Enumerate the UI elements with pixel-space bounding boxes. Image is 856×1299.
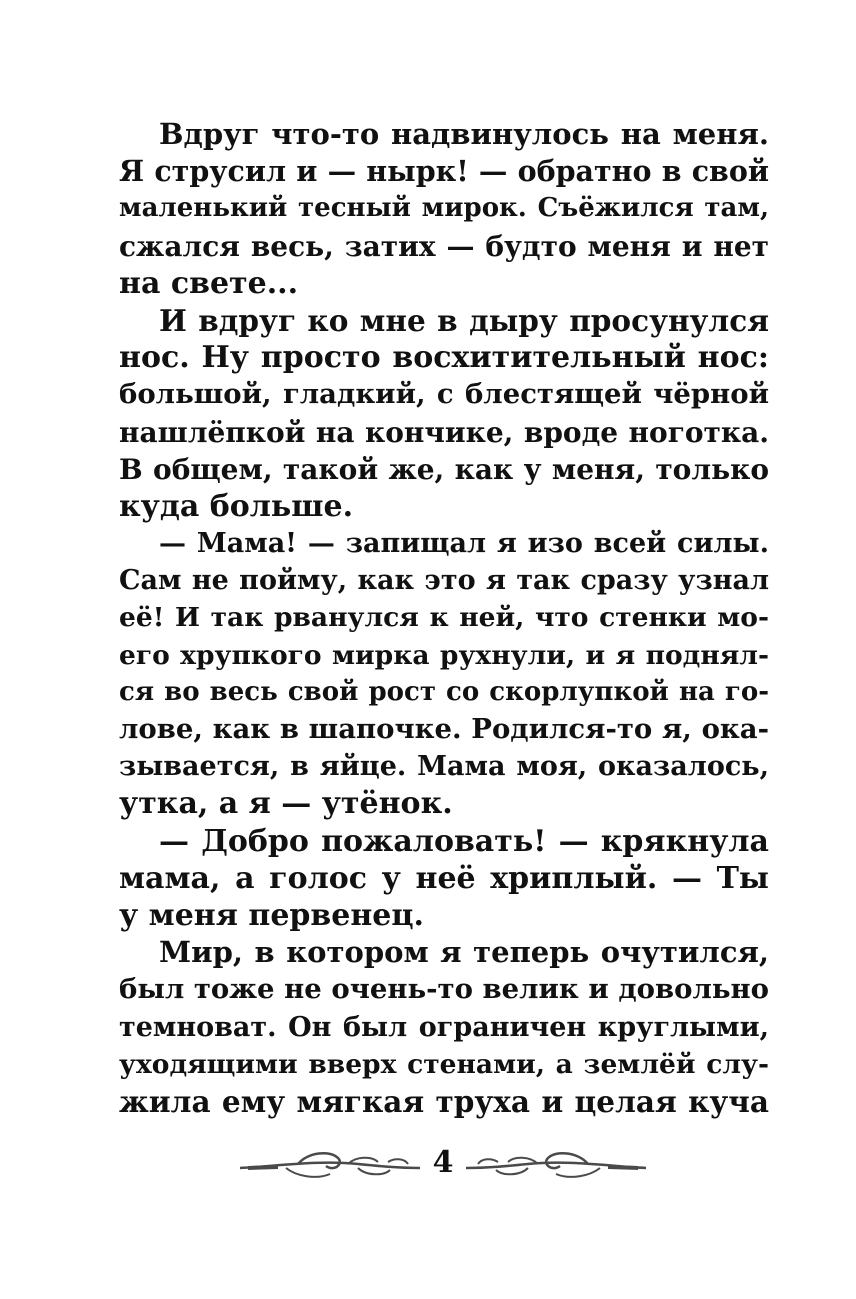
text-line: на свете...: [119, 265, 299, 301]
text-line: его хрупкого мирка рухнули, и я поднял-: [119, 639, 769, 671]
flourish-ornament-left-icon: [238, 1146, 423, 1184]
text-line: её! И так рванулся к ней, что стенки мо-: [119, 602, 769, 634]
page-footer: [238, 1140, 648, 1190]
text-line: — Добро пожаловать! — крякнула: [159, 823, 769, 859]
text-line: куда больше.: [119, 488, 354, 524]
text-line: ся во весь свой рост со скорлупкой на го-: [119, 676, 769, 707]
text-line: нос. Ну просто восхитительный нос:: [119, 340, 769, 376]
text-line: — Мама! — запищал я изо всей силы.: [159, 528, 769, 560]
text-line: жила ему мягкая труха и целая куча: [119, 1083, 769, 1119]
text-line: нашлёпкой на кончике, вроде ноготка.: [119, 415, 769, 449]
text-line: у меня первенец.: [119, 897, 424, 933]
flourish-ornament-right-icon: [463, 1146, 648, 1184]
text-line: темноват. Он был ограничен круглыми,: [119, 1011, 769, 1043]
text-line: В общем, такой же, как у меня, только: [119, 452, 769, 486]
text-line: маленький тесный мирок. Съёжился там,: [119, 193, 769, 224]
text-line: лове, как в шапочке. Родился-то я, ока-: [119, 713, 769, 745]
page-number: 4: [432, 1145, 454, 1180]
text-line: большой, гладкий, с блестящей чёрной: [119, 378, 769, 411]
body-text: [119, 116, 769, 1120]
text-line: мама, а голос у неё хриплый. — Ты: [119, 860, 769, 896]
text-line: был тоже не очень-то велик и довольно: [119, 973, 769, 1006]
text-line: Мир, в котором я теперь очутился,: [159, 935, 769, 970]
text-line: утка, а я — утёнок.: [119, 786, 453, 822]
text-line: уходящими вверх стенами, а землёй слу-: [119, 1048, 769, 1080]
text-line: зывается, в яйце. Мама моя, оказалось,: [119, 751, 769, 783]
text-line: Сам не пойму, как это я так сразу узнал: [119, 565, 769, 597]
text-line: Я струсил и — нырк! — обратно в свой: [119, 154, 769, 189]
text-line: И вдруг ко мне в дыру просунулся: [159, 302, 769, 338]
text-line: Вдруг что-то надвинулось на меня.: [159, 117, 769, 151]
text-line: сжался весь, затих — будто меня и нет: [119, 229, 769, 263]
